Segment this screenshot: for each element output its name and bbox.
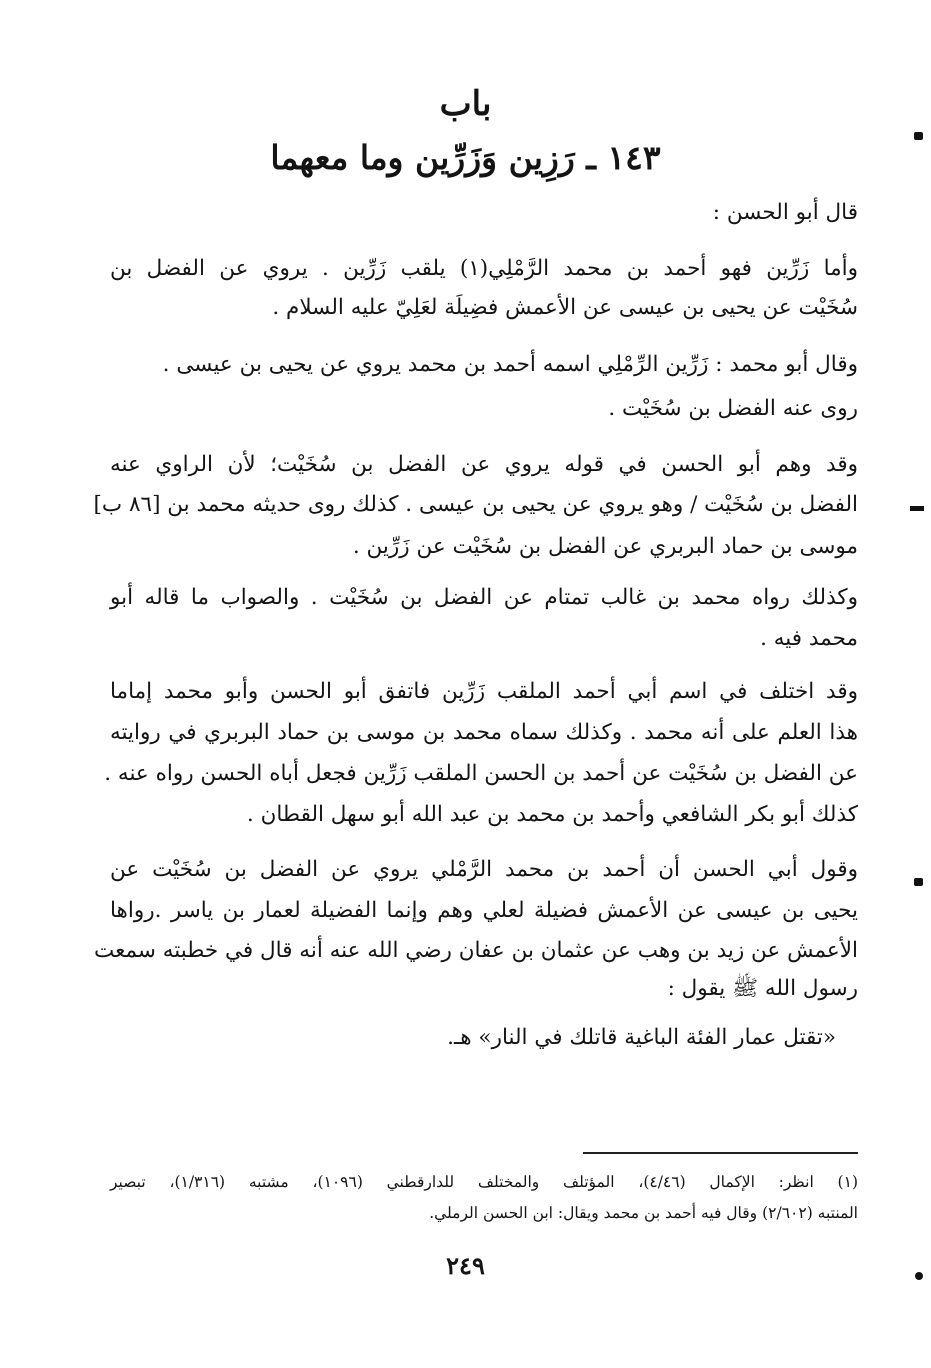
body-line: عن الفضل بن سُخَيْت عن أحمد بن الحسن الملقب زَرِّين فجعل أباه الحسن رواه عنه . [104,761,858,786]
body-line: رسول الله ﷺ يقول : [667,976,858,1001]
scan-mark [914,132,923,140]
footnote-line: المنتبه (٢/٦٠٢) وقال فيه أحمد بن محمد ويقال: ابن الحسن الرملي. [429,1204,858,1222]
body-line: وقد اختلف في اسم أبي أحمد الملقب زَرِّين فاتفق أبو الحسن وأبو محمد إماما [110,679,858,704]
scan-mark [914,878,923,886]
page-number: ٢٤٩ [446,1251,485,1280]
body-line: وقد وهم أبو الحسن في قوله يروي عن الفضل بن سُخَيْت؛ لأن الراوي عنه [110,452,858,477]
body-line: الأعمش عن زيد بن وهب عن عثمان بن عفان رضي الله عنه أنه قال في خطبته سمعت [93,938,858,963]
body-line: وأما زَرِّين فهو أحمد بن محمد الرَّمْلِي(١) يلقب زَرِّين . يروي عن الفضل بن [110,256,858,281]
body-line: محمد فيه . [760,626,858,651]
body-line: سُخَيْت عن يحيى بن عيسى عن الأعمش فضِيلَة لعَلِيّ عليه السلام . [272,295,858,320]
body-line: قال أبو الحسن : [712,200,858,225]
body-line: وقول أبي الحسن أن أحمد بن محمد الرَّمْلي يروي عن الفضل بن سُخَيْت عن [110,857,858,882]
body-line: الفضل بن سُخَيْت / وهو يروي عن يحيى بن عيسى . كذلك روى حديثه محمد بن [٨٦ ب] [93,492,858,517]
footnote-line: (١) انظر: الإكمال (٤/٤٦)، المؤتلف والمختلف للدارقطني (١٠٩٦)، مشتبه (١/٣١٦)، تبصير [110,1173,858,1191]
hadith-quote: «تقتل عمار الفئة الباغية قاتلك في النار» هـ. [447,1025,836,1050]
body-line: هذا العلم على أنه محمد . وكذلك سماه محمد بن موسى بن حماد البربري في روايته [110,720,858,745]
footnote-rule [583,1152,858,1154]
body-line: موسى بن حماد البربري عن الفضل بن سُخَيْت عن زَرِّين . [352,534,858,559]
body-line: كذلك أبو بكر الشافعي وأحمد بن محمد بن عبد الله أبو سهل القطان . [246,802,858,827]
scan-mark [910,506,924,511]
scan-mark [915,1272,923,1280]
body-line: وقال أبو محمد : زَرِّين الرِّمْلِي اسمه أحمد بن محمد يروي عن يحيى بن عيسى . [162,352,858,377]
body-line: وكذلك رواه محمد بن غالب تمتام عن الفضل بن سُخَيْت . والصواب ما قاله أبو [110,585,858,610]
chapter-title: ١٤٣ ـ رَزِين وَزَرِّين وما معهما [270,138,661,177]
body-line: روى عنه الفضل بن سُخَيْت . [608,396,858,421]
section-label: باب [439,84,492,124]
body-line: يحيى بن عيسى عن الأعمش فضيلة لعلي وهم وإنما الفضيلة لعمار بن ياسر .رواها [110,898,858,923]
